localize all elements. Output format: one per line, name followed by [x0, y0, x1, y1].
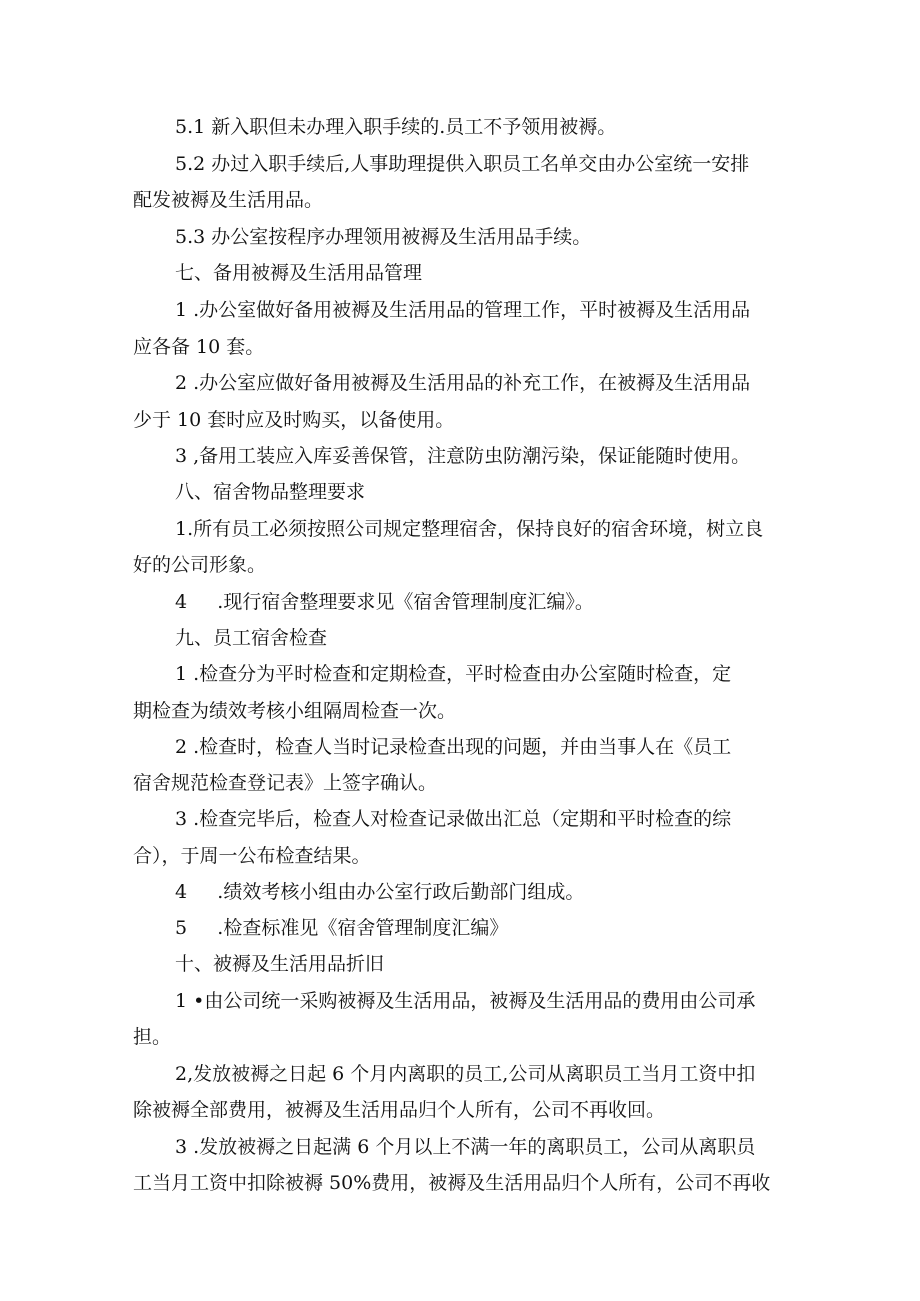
- clause-5-3: 5.3 办公室按程序办理领用被褥及生活用品手续。: [175, 226, 592, 248]
- section-7-item-1-cont: 应各备 10 套。: [133, 336, 265, 358]
- section-9-item-3: 3 .检查完毕后，检查人对检查记录做出汇总（定期和平时检查的综: [175, 808, 732, 830]
- section-9-item-1-cont: 期检查为绩效考核小组隔周检查一次。: [133, 700, 457, 722]
- section-10-item-3-cont: 工当月工资中扣除被褥 50%费用，被褥及生活用品归个人所有，公司不再收: [133, 1172, 771, 1194]
- section-heading-7: 七、备用被褥及生活用品管理: [175, 262, 423, 284]
- section-7-item-2-cont: 少于 10 套时应及时购买，以备使用。: [133, 409, 455, 431]
- clause-5-2: 5.2 办过入职手续后,人事助理提供入职员工名单交由办公室统一安排: [175, 153, 750, 175]
- section-heading-8: 八、宿舍物品整理要求: [175, 481, 366, 503]
- section-9-item-4: 4 .绩效考核小组由办公室行政后勤部门组成。: [175, 881, 585, 903]
- clause-5-2-cont: 配发被褥及生活用品。: [133, 189, 324, 211]
- section-heading-9: 九、员工宿舍检查: [175, 627, 328, 649]
- section-8-item-1: 1.所有员工必须按照公司规定整理宿舍，保持良好的宿舍环境，树立良: [175, 518, 764, 540]
- section-heading-10: 十、被褥及生活用品折旧: [175, 953, 385, 975]
- clause-5-1: 5.1 新入职但未办理入职手续的.员工不予领用被褥。: [175, 116, 617, 138]
- section-10-item-1-cont: 担。: [133, 1026, 172, 1048]
- section-9-item-3-cont: 合），于周一公布检查结果。: [133, 845, 371, 867]
- section-10-item-2: 2,发放被褥之日起 6 个月内离职的员工,公司从离职员工当月工资中扣: [175, 1063, 756, 1085]
- section-7-item-3: 3 ,备用工装应入库妥善保管，注意防虫防潮污染，保证能随时使用。: [175, 445, 751, 467]
- section-9-item-2-cont: 宿舍规范检查登记表》上签字确认。: [133, 772, 438, 794]
- section-8-item-1-cont: 好的公司形象。: [133, 554, 267, 576]
- section-7-item-2: 2 .办公室应做好备用被褥及生活用品的补充工作，在被褥及生活用品: [175, 372, 751, 394]
- section-9-item-1: 1 .检查分为平时检查和定期检查，平时检查由办公室随时检查，定: [175, 663, 732, 685]
- section-10-item-1: 1 •由公司统一采购被褥及生活用品，被褥及生活用品的费用由公司承: [175, 990, 756, 1012]
- section-9-item-5: 5 .检查标准见《宿舍管理制度汇编》: [175, 917, 509, 939]
- section-9-item-2: 2 .检查时，检查人当时记录检查出现的问题，并由当事人在《员工: [175, 736, 732, 758]
- section-10-item-3: 3 .发放被褥之日起满 6 个月以上不满一年的离职员工，公司从离职员: [175, 1136, 756, 1158]
- section-8-item-4: 4 .现行宿舍整理要求见《宿舍管理制度汇编》。: [175, 591, 594, 613]
- section-7-item-1: 1 .办公室做好备用被褥及生活用品的管理工作，平时被褥及生活用品: [175, 299, 751, 321]
- section-10-item-2-cont: 除被褥全部费用，被褥及生活用品归个人所有，公司不再收回。: [133, 1099, 666, 1121]
